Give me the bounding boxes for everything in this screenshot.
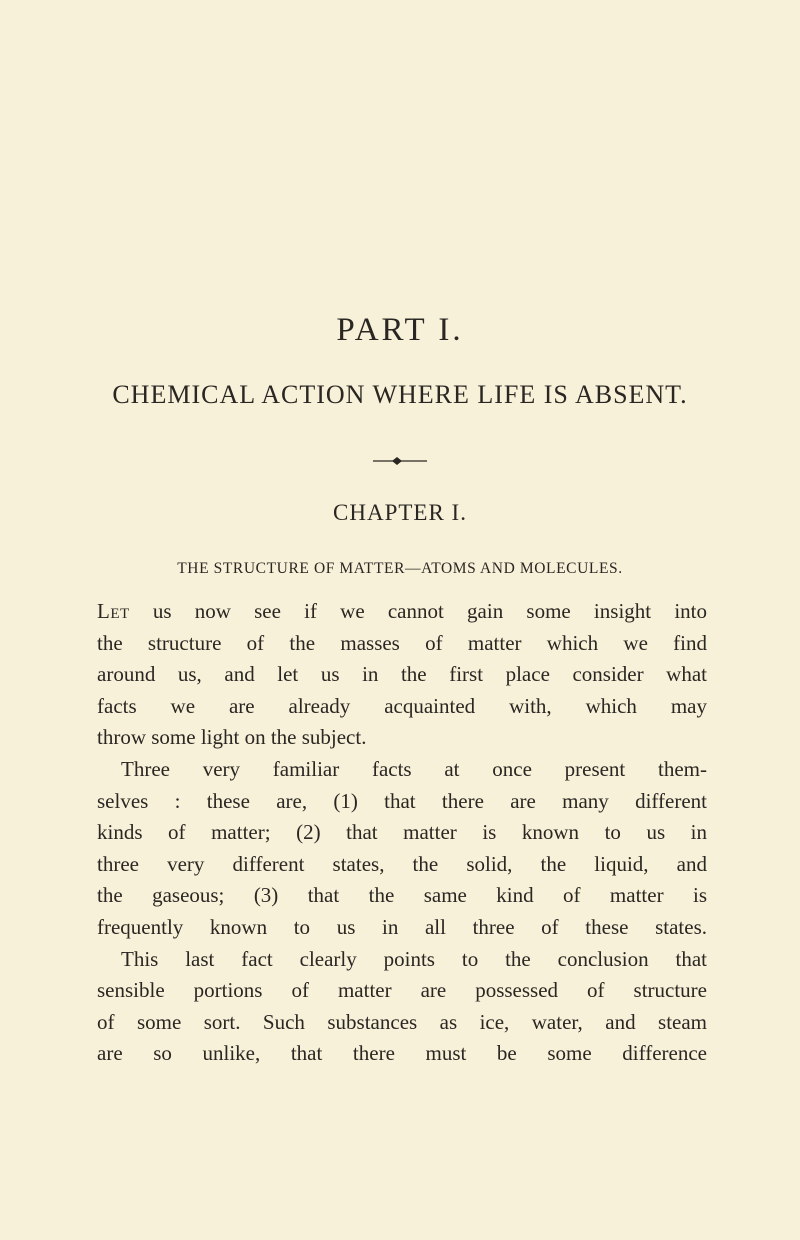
part-heading: PART I. <box>336 312 464 348</box>
text-line <box>97 596 707 628</box>
text-line: selves : these are, (1) that there are many different <box>97 788 707 813</box>
text-line: sensible portions of matter are possessed of structure <box>97 978 707 1003</box>
text-line: facts we are already acquainted with, which may <box>97 693 707 718</box>
chapter-heading: CHAPTER I. <box>333 500 467 525</box>
text-line: three very different states, the solid, the liquid, and <box>97 851 707 876</box>
text-line: frequently known to us in all three of these states. <box>97 914 707 939</box>
text-line: kinds of matter; (2) that matter is known to us in <box>97 820 707 845</box>
text-line-rest: us now see if we cannot gain some insight into <box>129 599 707 623</box>
text-line: around us, and let us in the first place consider what <box>97 662 707 687</box>
chapter-subtitle: THE STRUCTURE OF MATTER—ATOMS AND MOLECULES. <box>177 560 623 577</box>
opening-word: Let <box>97 599 130 623</box>
text-line: throw some light on the subject. <box>97 725 367 750</box>
text-line: Three very familiar facts at once present them- <box>121 756 707 781</box>
dash-diamond-dash-icon <box>373 455 427 467</box>
text-line: are so unlike, that there must be some difference <box>97 1041 707 1066</box>
text-line: This last fact clearly points to the conclusion that <box>121 946 707 971</box>
text-line: of some sort. Such substances as ice, water, and steam <box>97 1009 707 1034</box>
text-line: the gaseous; (3) that the same kind of matter is <box>97 883 707 908</box>
text-line: the structure of the masses of matter which we find <box>97 630 707 655</box>
body-text <box>97 596 707 1070</box>
section-heading: CHEMICAL ACTION WHERE LIFE IS ABSENT. <box>112 380 688 409</box>
